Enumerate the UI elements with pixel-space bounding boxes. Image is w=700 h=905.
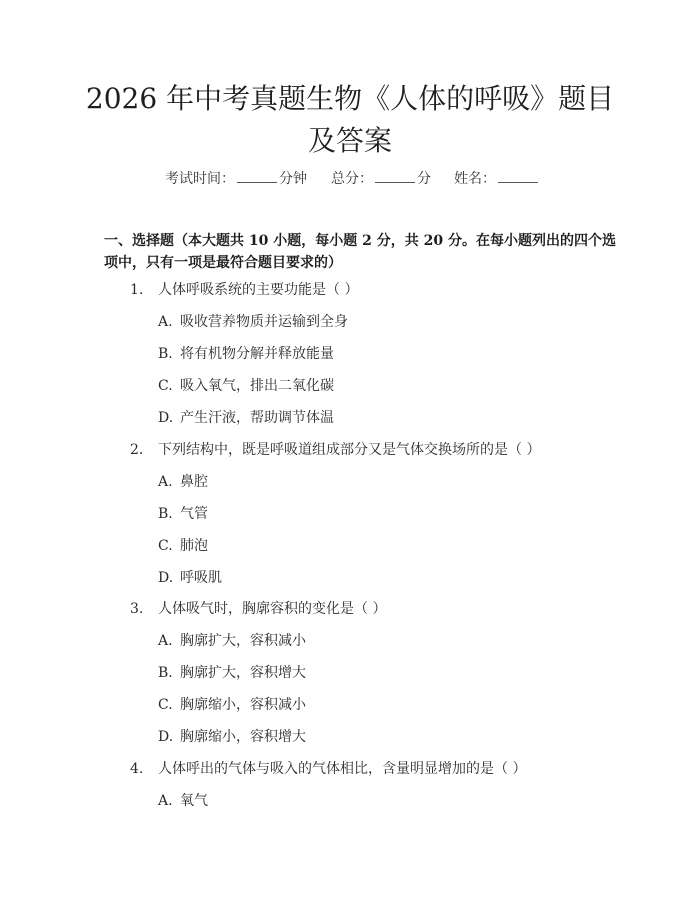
question-1-option-c	[158, 376, 334, 396]
total-score-unit: 分	[417, 171, 431, 187]
total-score-blank	[375, 168, 415, 183]
question-3	[130, 599, 386, 619]
question-2-option-b	[158, 504, 208, 524]
question-3-option-b	[158, 663, 306, 683]
question-4	[130, 759, 526, 779]
option-text: 将有机物分解并释放能量	[180, 346, 334, 362]
option-letter: B.	[158, 346, 173, 362]
option-letter: D.	[158, 570, 174, 586]
total-score-label: 总分：	[331, 171, 373, 187]
name-field	[454, 168, 540, 189]
option-letter: A.	[158, 314, 173, 330]
section-heading: 一、选择题（本大题共 10 小题，每小题 2 分，共 20 分。在每小题列出的四个选项中，只有一项是最符合题目要求的）	[104, 233, 616, 271]
option-letter: D.	[158, 729, 174, 745]
question-2-option-a	[158, 472, 208, 492]
question-3-option-d	[158, 727, 306, 747]
question-number: 3.	[130, 601, 144, 617]
option-text: 氧气	[180, 793, 208, 809]
question-number: 4.	[130, 761, 144, 777]
question-text: 人体呼吸系统的主要功能是（ ）	[158, 282, 359, 298]
question-3-option-c	[158, 695, 306, 715]
option-text: 肺泡	[180, 538, 208, 554]
option-text: 胸廓缩小，容积增大	[180, 729, 306, 745]
exam-time-label: 考试时间：	[165, 171, 235, 187]
question-2-option-c	[158, 536, 208, 556]
exam-time-blank	[237, 168, 277, 183]
question-1	[130, 280, 358, 300]
option-letter: C.	[158, 697, 173, 713]
question-number: 2.	[130, 442, 144, 458]
total-score-field	[331, 168, 431, 189]
question-1-option-a	[158, 312, 348, 332]
question-text: 下列结构中，既是呼吸道组成部分又是气体交换场所的是（ ）	[158, 442, 541, 458]
document-title: 2026 年中考真题生物《人体的呼吸》题目及答案	[85, 82, 615, 157]
option-text: 产生汗液，帮助调节体温	[180, 410, 334, 426]
option-text: 吸收营养物质并运输到全身	[180, 314, 348, 330]
option-letter: A.	[158, 793, 173, 809]
question-number: 1.	[130, 282, 144, 298]
exam-time-unit: 分钟	[279, 171, 307, 187]
question-text: 人体吸气时，胸廓容积的变化是（ ）	[158, 601, 387, 617]
option-text: 吸入氧气，排出二氧化碳	[180, 378, 334, 394]
question-text: 人体呼出的气体与吸入的气体相比，含量明显增加的是（ ）	[158, 761, 527, 777]
question-2	[130, 440, 540, 460]
option-letter: A.	[158, 474, 173, 490]
name-blank	[498, 168, 538, 183]
option-text: 呼吸肌	[180, 570, 222, 586]
option-text: 胸廓缩小，容积减小	[180, 697, 306, 713]
option-text: 鼻腔	[180, 474, 208, 490]
option-letter: B.	[158, 665, 173, 681]
option-text: 气管	[180, 506, 208, 522]
option-letter: C.	[158, 538, 173, 554]
option-letter: C.	[158, 378, 173, 394]
option-text: 胸廓扩大，容积减小	[180, 633, 306, 649]
option-letter: A.	[158, 633, 173, 649]
question-2-option-d	[158, 568, 222, 588]
question-1-option-d	[158, 408, 334, 428]
question-3-option-a	[158, 631, 306, 651]
exam-time-field	[165, 168, 307, 189]
question-4-option-a	[158, 791, 208, 811]
option-letter: B.	[158, 506, 173, 522]
option-letter: D.	[158, 410, 174, 426]
name-label: 姓名：	[454, 171, 496, 187]
question-1-option-b	[158, 344, 334, 364]
option-text: 胸廓扩大，容积增大	[180, 665, 306, 681]
